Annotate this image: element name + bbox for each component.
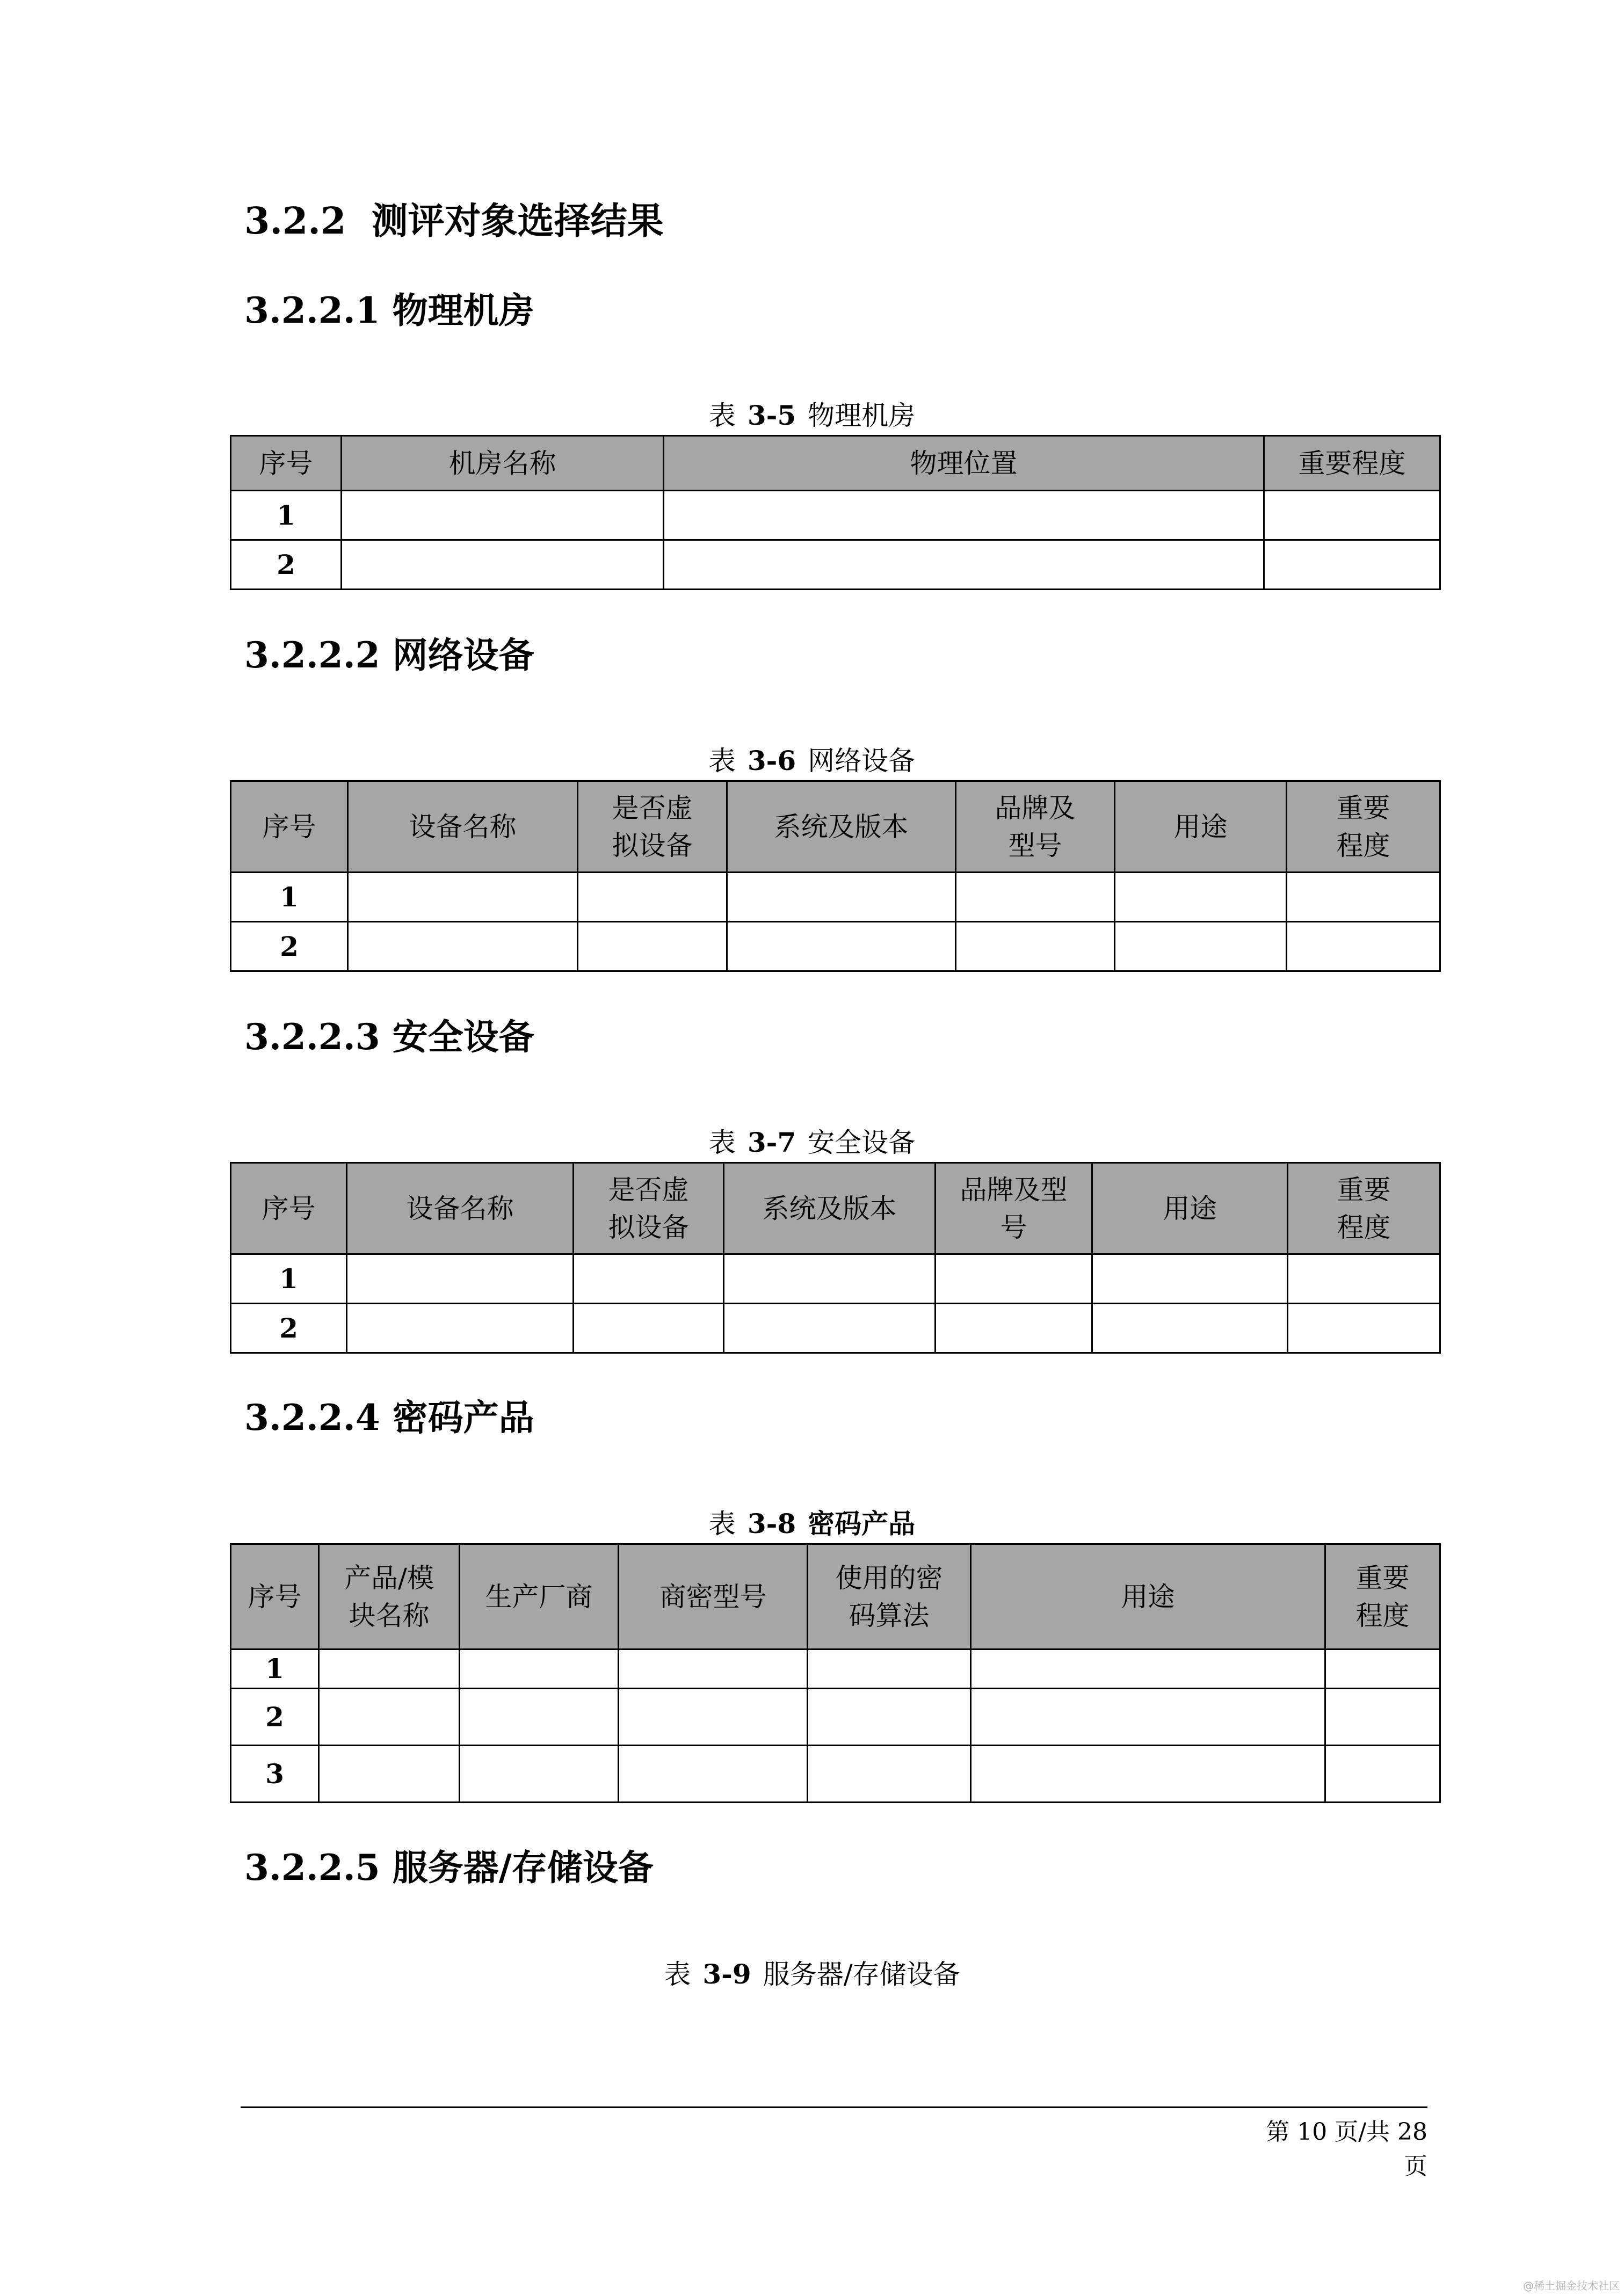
header-cell: 用途 (1115, 781, 1287, 873)
table-cell (347, 1254, 574, 1304)
table-cell (664, 540, 1264, 590)
table-cell (619, 1689, 808, 1746)
header-cell: 设备名称 (348, 781, 578, 873)
table-cell (1092, 1254, 1288, 1304)
table-cell (1264, 540, 1440, 590)
table-cell (574, 1304, 724, 1353)
caption-table-3-5: 表 3-5 物理机房 (708, 399, 916, 431)
table-row (231, 1304, 1440, 1353)
heading-3-2-2-3: 3.2.2.3 安全设备 (244, 1016, 534, 1058)
table-cell (1288, 1304, 1440, 1353)
table-cell (1288, 1254, 1440, 1304)
table-header-row (231, 781, 1440, 873)
table-row (231, 1254, 1440, 1304)
table-cell (664, 491, 1264, 540)
header-cell: 使用的密码算法 (808, 1544, 971, 1650)
header-cell: 品牌及型号 (936, 1163, 1092, 1254)
row-index: 2 (231, 540, 342, 590)
table-cell (808, 1650, 971, 1689)
table-row (231, 1689, 1440, 1746)
table-cell (347, 1304, 574, 1353)
caption-table-3-8: 表 3-8 密码产品 (708, 1508, 916, 1539)
row-index: 1 (231, 1254, 347, 1304)
table-cell (971, 1689, 1325, 1746)
table-cell (348, 922, 578, 971)
table-cell (1115, 922, 1287, 971)
header-cell: 序号 (231, 781, 348, 873)
row-index: 1 (231, 1650, 319, 1689)
table-cell (936, 1254, 1092, 1304)
row-index: 2 (231, 1689, 319, 1746)
table-cell (808, 1689, 971, 1746)
header-cell: 用途 (971, 1544, 1325, 1650)
header-cell: 产品/模块名称 (319, 1544, 460, 1650)
header-cell: 重要程度 (1264, 436, 1440, 491)
caption-table-3-9: 表 3-9 服务器/存储设备 (664, 1958, 960, 1990)
header-cell: 系统及版本 (724, 1163, 936, 1254)
table-cell (1325, 1689, 1440, 1746)
table-row (231, 491, 1440, 540)
header-cell: 序号 (231, 1544, 319, 1650)
table-cell (319, 1689, 460, 1746)
table-cell (342, 491, 664, 540)
header-cell: 是否虚拟设备 (578, 781, 727, 873)
header-cell: 设备名称 (347, 1163, 574, 1254)
header-cell: 商密型号 (619, 1544, 808, 1650)
table-cell (1325, 1650, 1440, 1689)
header-cell: 重要程度 (1287, 781, 1440, 873)
table-cell (319, 1746, 460, 1803)
page-number: 第 10 页/共 28 页 (1266, 2118, 1427, 2180)
table-header-row (231, 436, 1440, 491)
row-index: 1 (231, 491, 342, 540)
table-cell (1092, 1304, 1288, 1353)
header-cell: 系统及版本 (727, 781, 956, 873)
table-cell (727, 873, 956, 922)
table-cell (1287, 922, 1440, 971)
header-cell: 生产厂商 (460, 1544, 619, 1650)
header-cell: 是否虚拟设备 (574, 1163, 724, 1254)
table-header-row (231, 1544, 1440, 1650)
heading-3-2-2-2: 3.2.2.2 网络设备 (244, 634, 534, 676)
header-cell: 序号 (231, 1163, 347, 1254)
caption-table-3-6: 表 3-6 网络设备 (708, 745, 916, 776)
table-cell (971, 1650, 1325, 1689)
table-cell (808, 1746, 971, 1803)
table-cell (971, 1746, 1325, 1803)
table-cell (460, 1689, 619, 1746)
table-cell (1264, 491, 1440, 540)
row-index: 3 (231, 1746, 319, 1803)
table-cell (460, 1650, 619, 1689)
table-row (231, 1746, 1440, 1803)
row-index: 1 (231, 873, 348, 922)
header-cell: 重要程度 (1288, 1163, 1440, 1254)
header-cell: 机房名称 (342, 436, 664, 491)
table-row (231, 540, 1440, 590)
watermark: @稀土掘金技术社区 (1523, 2279, 1620, 2292)
table-cell (724, 1254, 936, 1304)
table-cell (578, 922, 727, 971)
header-cell: 用途 (1092, 1163, 1288, 1254)
table-cell (348, 873, 578, 922)
table-cell (1115, 873, 1287, 922)
table-3-8 (230, 1543, 1441, 1803)
row-index: 2 (231, 1304, 347, 1353)
table-cell (936, 1304, 1092, 1353)
table-cell (460, 1746, 619, 1803)
header-cell: 重要程度 (1325, 1544, 1440, 1650)
table-row (231, 1650, 1440, 1689)
row-index: 2 (231, 922, 348, 971)
table-cell (578, 873, 727, 922)
heading-3-2-2-4: 3.2.2.4 密码产品 (244, 1397, 534, 1438)
table-cell (1287, 873, 1440, 922)
header-cell: 序号 (231, 436, 342, 491)
table-cell (724, 1304, 936, 1353)
table-cell (1325, 1746, 1440, 1803)
heading-3-2-2: 3.2.2 测评对象选择结果 (244, 200, 664, 243)
table-3-7 (230, 1162, 1441, 1354)
heading-3-2-2-1: 3.2.2.1 物理机房 (244, 289, 534, 331)
table-cell (619, 1650, 808, 1689)
heading-3-2-2-5: 3.2.2.5 服务器/存储设备 (244, 1847, 654, 1888)
table-cell (727, 922, 956, 971)
table-cell (574, 1254, 724, 1304)
table-3-5 (230, 435, 1441, 590)
table-cell (956, 922, 1115, 971)
table-cell (319, 1650, 460, 1689)
table-3-6 (230, 780, 1441, 972)
table-cell (342, 540, 664, 590)
caption-table-3-7: 表 3-7 安全设备 (708, 1127, 916, 1158)
header-cell: 品牌及型号 (956, 781, 1115, 873)
table-cell (619, 1746, 808, 1803)
footer-divider (241, 2106, 1427, 2108)
header-cell: 物理位置 (664, 436, 1264, 491)
table-row (231, 922, 1440, 971)
table-header-row (231, 1163, 1440, 1254)
table-cell (956, 873, 1115, 922)
table-row (231, 873, 1440, 922)
